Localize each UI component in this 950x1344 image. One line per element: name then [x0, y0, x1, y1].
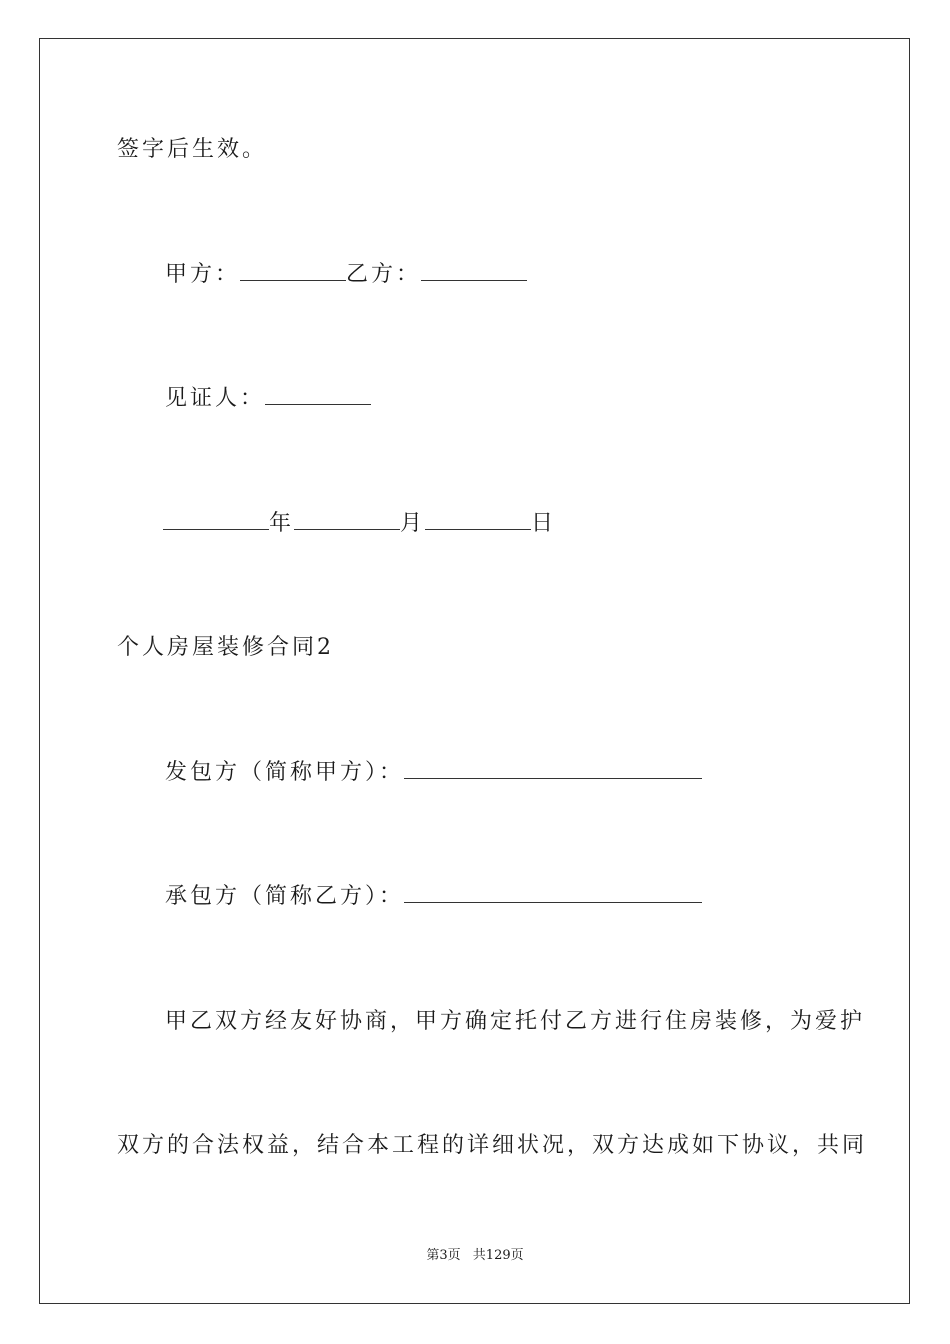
witness-blank — [265, 384, 371, 405]
section-title — [117, 633, 334, 663]
month-blank — [294, 509, 400, 530]
party-a-blank — [240, 260, 346, 281]
page-frame — [39, 38, 910, 1304]
party-a-label: 甲方： — [165, 262, 241, 287]
month-label: 月 — [400, 511, 426, 536]
contractor-b-label: 承包方（简称乙方）： — [165, 884, 405, 909]
contractor-a-label: 发包方（简称甲方）： — [165, 760, 405, 785]
witness-label: 见证人： — [165, 386, 266, 411]
year-blank — [163, 509, 269, 530]
page-number: 第3页 — [426, 1248, 461, 1263]
date-line — [163, 509, 556, 539]
paragraph-line — [117, 1131, 867, 1161]
party-b-label: 乙方： — [346, 262, 422, 287]
contractor-b-blank — [404, 882, 702, 903]
contract-title: 个人房屋装修合同2 — [117, 635, 334, 660]
day-blank — [425, 509, 531, 530]
paragraph-text-2: 双方的合法权益，结合本工程的详细状况，双方达成如下协议，共同 — [117, 1133, 868, 1158]
total-pages: 共129页 — [472, 1248, 524, 1263]
contractor-a-blank — [404, 758, 702, 779]
paragraph-line — [165, 1007, 865, 1037]
day-label: 日 — [531, 511, 557, 536]
page-footer — [0, 1247, 950, 1265]
party-b-blank — [421, 260, 527, 281]
party-signature-line — [165, 260, 527, 290]
witness-line — [165, 384, 371, 414]
paragraph-text-1: 甲乙双方经友好协商，甲方确定托付乙方进行住房装修，为爱护 — [165, 1009, 866, 1034]
year-label: 年 — [269, 511, 295, 536]
contractor-b-line — [165, 882, 702, 912]
text-line — [117, 135, 267, 165]
signature-effective-text: 签字后生效。 — [117, 137, 268, 162]
contractor-a-line — [165, 758, 702, 788]
